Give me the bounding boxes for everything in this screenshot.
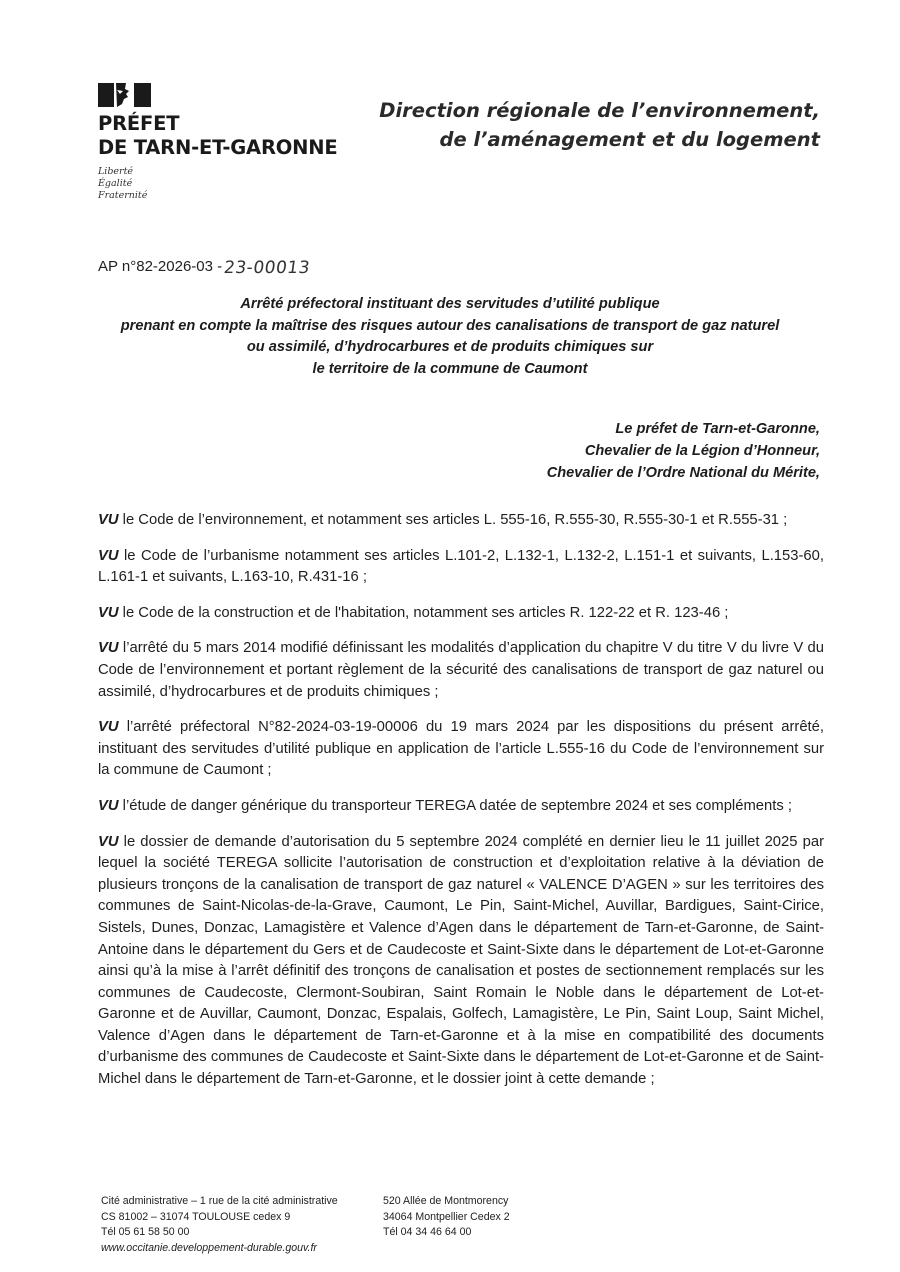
reference-printed: AP n°82-2026-03 - [98, 258, 223, 275]
consideration-paragraph [98, 832, 824, 1091]
motto-line: Fraternité [98, 190, 148, 201]
footer-line: CS 81002 – 31074 TOULOUSE cedex 9 [101, 1210, 291, 1223]
footer-line: 34064 Montpellier Cedex 2 [383, 1210, 510, 1223]
marianne-icon [98, 82, 152, 108]
title-line: prenant en compte la maîtrise des risques autour des canalisations de transport de gaz naturel [120, 317, 780, 334]
authority-line: Chevalier de l’Ordre National du Mérite, [546, 465, 820, 481]
vu-keyword: VU [98, 719, 119, 736]
footer-line: Tél 04 34 46 64 00 [383, 1226, 472, 1238]
republic-motto [98, 166, 338, 202]
footer-address-montpellier [383, 1194, 510, 1241]
prefecture-name-line: PRÉFET [98, 112, 180, 135]
title-line: le territoire de la commune de Caumont [312, 360, 588, 377]
reference-handwritten: 23-00013 [222, 258, 312, 278]
footer-website-link[interactable]: www.occitanie.developpement-durable.gouv.fr [101, 1241, 317, 1254]
consideration-paragraph [98, 546, 824, 589]
motto-line: Liberté [98, 166, 134, 177]
title-line: Arrêté préfectoral instituant des servitudes d’utilité publique [240, 296, 660, 312]
consideration-paragraph [98, 510, 824, 532]
authority-line: Chevalier de la Légion d’Honneur, [584, 443, 820, 459]
consideration-text: le Code de la construction et de l'habitation, notamment ses articles R. 122-22 et R. 123-46 ; [118, 604, 729, 621]
footer-line: 520 Allée de Montmorency [383, 1195, 509, 1207]
prefecture-name-line: DE TARN-ET-GARONNE [98, 136, 338, 159]
prefecture-logo-block [98, 82, 338, 202]
consideration-text: le dossier de demande d’autorisation du 5 septembre 2024 complété en dernier lieu le 11 juillet 2025 par lequel la société TEREGA sollicite l’autorisation de construction et d’exploitation relative à la déviation de plusieurs tronçons de la canalisation de transport de gaz naturel « VALENCE D’AGEN » sur les territoires des communes de Saint-Nicolas-de-la-Grave, Caumont, Le Pin, Saint-Michel, Auvillar, Bardigues, Saint-Cirice, Sistels, Dunes, Donzac, Lamagistère et Valence d’Agen dans le département de Tarn-et-Garonne, de Saint-Antoine dans le département du Gers et de Caudecoste et Saint-Sixte dans le département de Lot-et-Garonne ainsi qu’à la mise à l’arrêt définitif des tronçons de canalisation et postes de sectionnement remplacés sur les communes de Caudecoste, Clermont-Soubiran, Saint Romain le Noble dans le département de Lot-et-Garonne et de Auvillar, Caumont, Donzac, Espalais, Golfech, Lamagistère, Le Pin, Saint Loup, Saint Michel, Valence d’Agen dans le département de Tarn-et-Garonne et à la mise en compatibilité des documents d’urbanisme des communes de Caudecoste et Saint-Sixte dans le département de Lot-et-Garonne et de Saint-Michel dans le département de Tarn-et-Garonne, et le dossier joint à cette demande ; [98, 833, 824, 1088]
consideration-paragraph [98, 638, 824, 703]
direction-line: Direction régionale de l’environnement, [379, 99, 820, 122]
motto-line: Égalité [98, 178, 133, 189]
consideration-text: le Code de l’environnement, et notamment ses articles L. 555-16, R.555-30, R.555-30-1 et R.555-31 ; [118, 512, 788, 528]
consideration-paragraph [98, 717, 824, 782]
consideration-text: l’étude de danger générique du transporteur TEREGA datée de septembre 2024 et ses compléments ; [118, 797, 792, 814]
prefecture-name [98, 112, 338, 160]
consideration-text: l’arrêté du 5 mars 2014 modifié définissant les modalités d’application du chapitre V du titre V du livre V du Code de l’environnement et portant règlement de la sécurité des canalisations de transport de gaz naturel ou assimilé, d’hydrocarbures et de produits chimiques ; [98, 640, 824, 700]
footer-address-toulouse [101, 1194, 338, 1256]
authority-block [547, 418, 820, 484]
title-line: ou assimilé, d’hydrocarbures et de produits chimiques sur [246, 339, 654, 355]
vu-keyword: VU [98, 797, 119, 814]
vu-keyword: VU [98, 547, 119, 564]
vu-keyword: VU [98, 604, 119, 621]
vu-keyword: VU [98, 640, 119, 657]
decree-reference [98, 256, 310, 276]
decree-title [90, 294, 810, 380]
direction-line: de l’aménagement et du logement [439, 128, 820, 151]
footer-line: Tél 05 61 58 50 00 [101, 1226, 190, 1238]
consideration-paragraph [98, 603, 824, 625]
consideration-text: l’arrêté préfectoral N°82-2024-03-19-00006 du 19 mars 2024 par les dispositions du présent arrêté, instituant des servitudes d’utilité publique en application de l’article L.555-16 du Code de l’environnement sur la commune de Caumont ; [98, 719, 824, 779]
considerations-list [98, 510, 824, 1105]
vu-keyword: VU [98, 512, 119, 528]
footer-line: Cité administrative – 1 rue de la cité administrative [101, 1195, 338, 1207]
authority-line: Le préfet de Tarn-et-Garonne, [615, 421, 820, 437]
consideration-text: le Code de l’urbanisme notamment ses articles L.101-2, L.132-1, L.132-2, L.151-1 et suivants, L.153-60, L.161-1 et suivants, L.163-10, R.431-16 ; [98, 547, 824, 586]
vu-keyword: VU [98, 833, 119, 850]
direction-heading [379, 96, 820, 154]
consideration-paragraph [98, 796, 824, 818]
